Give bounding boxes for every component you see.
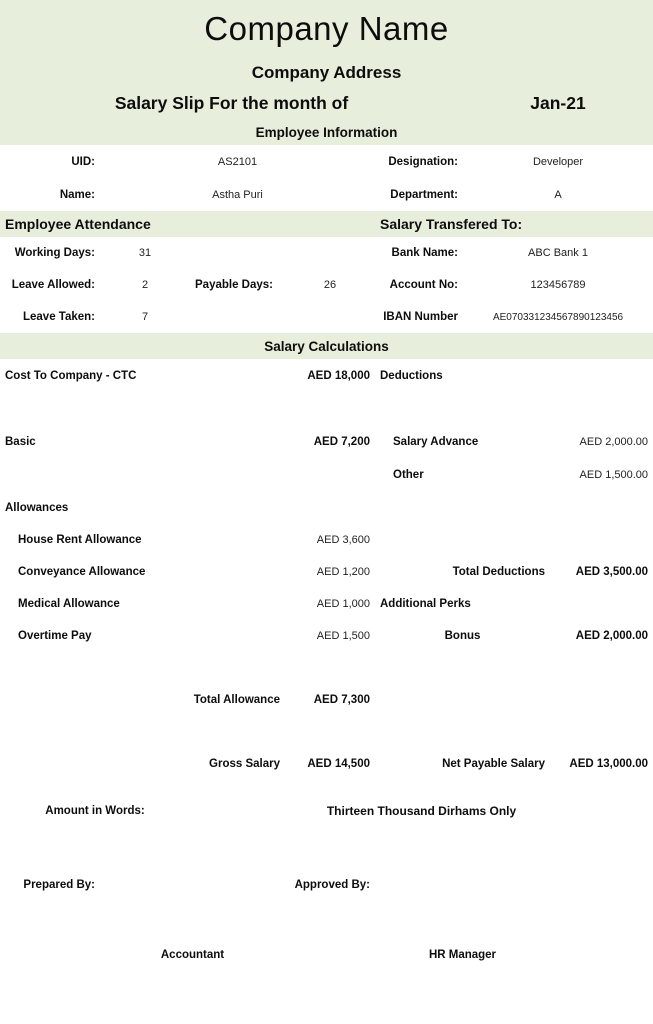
employee-information-title: Employee Information [0, 120, 653, 145]
overtime-row [0, 620, 653, 652]
fs1e [375, 842, 463, 867]
approved-by-role: HR Manager [375, 939, 550, 971]
slip-month: Jan-21 [463, 87, 653, 120]
blank-2a [0, 458, 285, 491]
name-label: Name: [0, 178, 100, 211]
ctc-row [0, 359, 653, 392]
total-deductions-value: AED 3,500.00 [550, 556, 653, 588]
name-value: Astha Puri [100, 178, 375, 211]
leave-allowed-row [0, 269, 653, 301]
attendance-spacer-1 [190, 237, 285, 269]
blank-7b [285, 716, 375, 748]
basic-label: Basic [0, 425, 285, 458]
allowances-value [285, 491, 375, 524]
sig2a [0, 903, 100, 939]
name-row [0, 178, 653, 211]
fs1a [0, 842, 100, 867]
sig2d [285, 903, 375, 939]
working-days-row [0, 237, 653, 269]
approved-by-label: Approved By: [285, 867, 375, 903]
amount-in-words-row [0, 780, 653, 842]
blank-6c [375, 684, 550, 716]
attendance-spacer-3 [190, 301, 285, 333]
attendance-bank-header-row [0, 211, 653, 237]
additional-perks-label: Additional Perks [375, 588, 550, 620]
role-spacer-g [550, 939, 653, 971]
designation-value: Developer [463, 145, 653, 178]
basic-row [0, 425, 653, 458]
blank-1a [0, 392, 285, 425]
salary-calculations-title: Salary Calculations [0, 333, 653, 359]
blank-3d [550, 491, 653, 524]
bank-title: Salary Transfered To: [375, 211, 653, 237]
fs2d [285, 971, 375, 999]
bank-name-value: ABC Bank 1 [463, 237, 653, 269]
leave-taken-label: Leave Taken: [0, 301, 100, 333]
working-days-label: Working Days: [0, 237, 100, 269]
salary-advance-label: Salary Advance [375, 425, 550, 458]
approved-by-signature-box[interactable] [375, 867, 550, 939]
ctc-label: Cost To Company - CTC [0, 359, 285, 392]
other-row [0, 458, 653, 491]
blank-7a [0, 716, 285, 748]
iban-label: IBAN Number [375, 301, 463, 333]
deductions-label: Deductions [375, 359, 550, 392]
net-payable-label: Net Payable Salary [375, 748, 550, 780]
slip-title: Salary Slip For the month of [0, 87, 463, 120]
uid-label: UID: [0, 145, 100, 178]
prepared-by-role: Accountant [100, 939, 285, 971]
leave-taken-value: 7 [100, 301, 190, 333]
role-spacer-a [0, 939, 100, 971]
blank-1c [375, 392, 550, 425]
department-value: A [463, 178, 653, 211]
salary-blank-row-2 [0, 652, 653, 684]
bonus-label: Bonus [375, 620, 550, 652]
company-address-row [0, 58, 653, 87]
blank-7c [375, 716, 550, 748]
salary-blank-row-3 [0, 716, 653, 748]
overtime-label: Overtime Pay [0, 620, 285, 652]
total-allowance-row [0, 684, 653, 716]
blank-4c [375, 524, 550, 556]
iban-value: AE070331234567890123456 [463, 301, 653, 333]
blank-5c [375, 652, 550, 684]
blank-5b [285, 652, 375, 684]
department-label: Department: [375, 178, 463, 211]
sig2g [550, 903, 653, 939]
bank-name-label: Bank Name: [375, 237, 463, 269]
total-allowance-value: AED 7,300 [285, 684, 375, 716]
role-spacer-d [285, 939, 375, 971]
payable-days-label: Payable Days: [190, 269, 285, 301]
signature-role-row [0, 939, 653, 971]
salary-calculations-header-row [0, 333, 653, 359]
blank-5d [550, 652, 653, 684]
account-no-label: Account No: [375, 269, 463, 301]
signature-row [0, 867, 653, 903]
blank-6d [550, 684, 653, 716]
house-rent-label: House Rent Allowance [0, 524, 285, 556]
fs2a [0, 971, 100, 999]
company-address: Company Address [0, 58, 653, 87]
blank-1b [285, 392, 375, 425]
blank-5a [0, 652, 285, 684]
uid-value: AS2101 [100, 145, 375, 178]
salary-advance-value: AED 2,000.00 [550, 425, 653, 458]
prepared-by-signature-box[interactable] [100, 867, 285, 939]
blank-4d [550, 524, 653, 556]
blank-2b [285, 458, 375, 491]
attendance-spacer-4 [285, 301, 375, 333]
fs1g [550, 842, 653, 867]
net-payable-value: AED 13,000.00 [550, 748, 653, 780]
footer-spacer-row-1 [0, 842, 653, 867]
signature-row-lower [0, 903, 653, 939]
medical-label: Medical Allowance [0, 588, 285, 620]
fs1c [190, 842, 285, 867]
sig-spacer-right [550, 867, 653, 903]
fs2c [190, 971, 285, 999]
gross-salary-value: AED 14,500 [285, 748, 375, 780]
overtime-value: AED 1,500 [285, 620, 375, 652]
gross-salary-label: Gross Salary [0, 748, 285, 780]
company-name: Company Name [0, 0, 653, 58]
fs1f [463, 842, 550, 867]
prepared-by-label: Prepared By: [0, 867, 100, 903]
basic-value: AED 7,200 [285, 425, 375, 458]
medical-row [0, 588, 653, 620]
house-rent-value: AED 3,600 [285, 524, 375, 556]
other-value: AED 1,500.00 [550, 458, 653, 491]
working-days-value: 31 [100, 237, 190, 269]
leave-allowed-label: Leave Allowed: [0, 269, 100, 301]
allowances-row [0, 491, 653, 524]
conveyance-row [0, 556, 653, 588]
bonus-value: AED 2,000.00 [550, 620, 653, 652]
allowances-label: Allowances [0, 491, 285, 524]
additional-perks-value [550, 588, 653, 620]
fs1b [100, 842, 190, 867]
employee-information-header-row [0, 120, 653, 145]
amount-in-words-value: Thirteen Thousand Dirhams Only [190, 780, 653, 842]
account-no-value: 123456789 [463, 269, 653, 301]
leave-taken-row [0, 301, 653, 333]
payable-days-value: 26 [285, 269, 375, 301]
total-allowance-label: Total Allowance [0, 684, 285, 716]
ctc-value: AED 18,000 [285, 359, 375, 392]
company-name-row [0, 0, 653, 58]
uid-row [0, 145, 653, 178]
fs2f [463, 971, 550, 999]
fs2g [550, 971, 653, 999]
salary-blank-row-1 [0, 392, 653, 425]
blank-1d [550, 392, 653, 425]
other-label: Other [375, 458, 550, 491]
conveyance-value: AED 1,200 [285, 556, 375, 588]
blank-7d [550, 716, 653, 748]
total-deductions-label: Total Deductions [375, 556, 550, 588]
house-rent-row [0, 524, 653, 556]
medical-value: AED 1,000 [285, 588, 375, 620]
conveyance-label: Conveyance Allowance [0, 556, 285, 588]
amount-in-words-label: Amount in Words: [0, 780, 190, 842]
designation-label: Designation: [375, 145, 463, 178]
gross-net-row [0, 748, 653, 780]
attendance-spacer-2 [285, 237, 375, 269]
deductions-value [550, 359, 653, 392]
slip-title-row [0, 87, 653, 120]
blank-3c [375, 491, 550, 524]
footer-spacer-row-2 [0, 971, 653, 999]
leave-allowed-value: 2 [100, 269, 190, 301]
attendance-title: Employee Attendance [0, 211, 375, 237]
fs2b [100, 971, 190, 999]
fs2e [375, 971, 463, 999]
fs1d [285, 842, 375, 867]
